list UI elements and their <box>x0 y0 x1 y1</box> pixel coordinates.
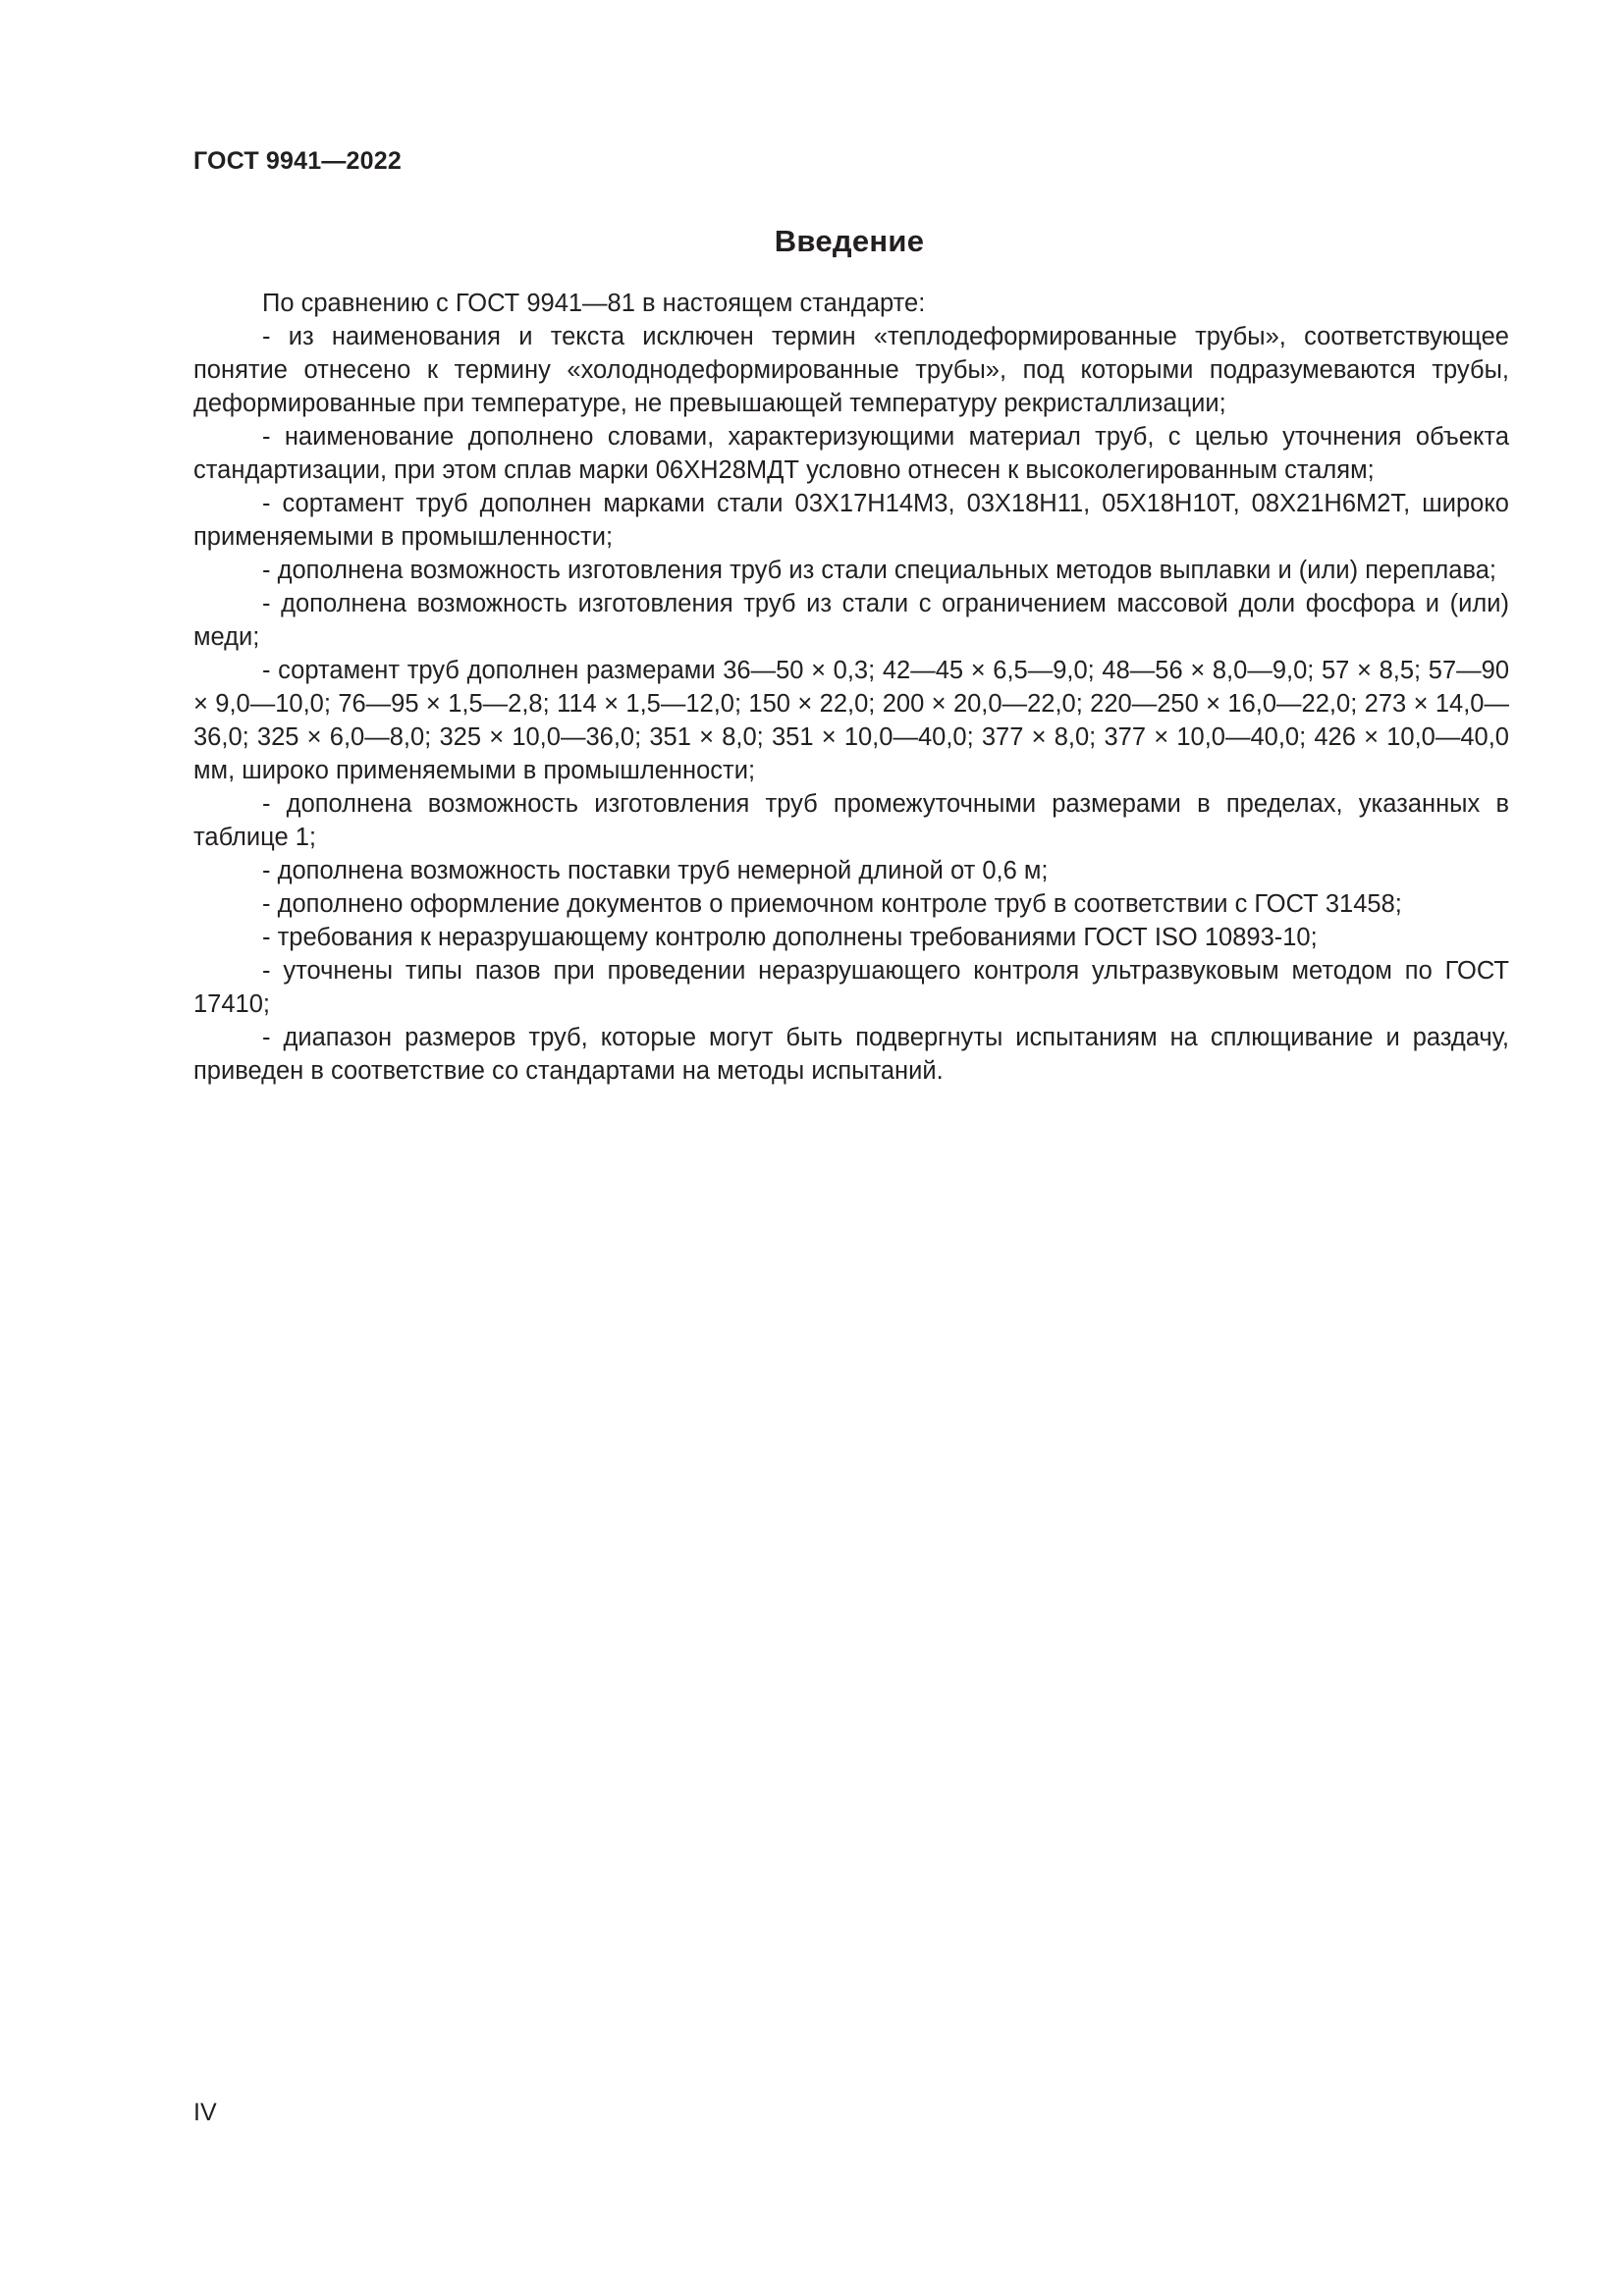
change-item: - дополнена возможность поставки труб немерной длиной от 0,6 м; <box>262 857 1049 884</box>
change-item: - требования к неразрушающему контролю дополнены требованиями ГОСТ ISO 10893-10; <box>262 924 1318 951</box>
intro-paragraph: По сравнению с ГОСТ 9941—81 в настоящем стандарте: <box>262 290 926 317</box>
section-title: Введение <box>774 224 925 258</box>
introduction-body <box>193 287 1509 1088</box>
change-item: - наименование дополнено словами, характеризующими материал труб, с целью уточнения объекта стандартизации, при этом сплав марки 06ХН28МДТ условно отнесен к высоколегированным сталям; <box>193 423 1509 484</box>
change-item: - из наименования и текста исключен термин «теплодеформированные трубы», соответствующее понятие отнесено к термину «холоднодеформированные трубы», под которыми подразумеваются трубы, деформированные при температуре, не превышающей температуру рекристаллизации; <box>193 323 1509 417</box>
change-item: - дополнена возможность изготовления труб из стали специальных методов выплавки и (или) переплава; <box>262 557 1496 584</box>
change-item: - сортамент труб дополнен марками стали 03Х17Н14М3, 03Х18Н11, 05Х18Н10Т, 08Х21Н6М2Т, широко применяемыми в промышленности; <box>193 490 1509 551</box>
change-item: - диапазон размеров труб, которые могут быть подвергнуты испытаниям на сплющивание и раздачу, приведен в соответствие со стандартами на методы испытаний. <box>193 1024 1509 1085</box>
document-code-header: ГОСТ 9941—2022 <box>193 147 402 175</box>
change-item: - дополнена возможность изготовления труб промежуточными размерами в пределах, указанных в таблице 1; <box>193 790 1509 851</box>
page-number: IV <box>193 2099 217 2126</box>
change-item: - уточнены типы пазов при проведении неразрушающего контроля ультразвуковым методом по ГОСТ 17410; <box>193 957 1509 1018</box>
change-item: - сортамент труб дополнен размерами 36—50 × 0,3; 42—45 × 6,5—9,0; 48—56 × 8,0—9,0; 57 × 8,5; 57—90 × 9,0—10,0; 76—95 × 1,5—2,8; 114 × 1,5—12,0; 150 × 22,0; 200 × 20,0—22,0; 220—250 × 16,0—22,0; 273 × 14,0—36,0; 325 × 6,0—8,0; 325 × 10,0—36,0; 351 × 8,0; 351 × 10,0—40,0; 377 × 8,0; 377 × 10,0—40,0; 426 × 10,0—40,0 мм, широко применяемыми в промышленности; <box>193 657 1509 784</box>
change-item: - дополнена возможность изготовления труб из стали с ограничением массовой доли фосфора и (или) меди; <box>193 590 1509 651</box>
change-item: - дополнено оформление документов о приемочном контроле труб в соответствии с ГОСТ 31458; <box>262 890 1402 918</box>
